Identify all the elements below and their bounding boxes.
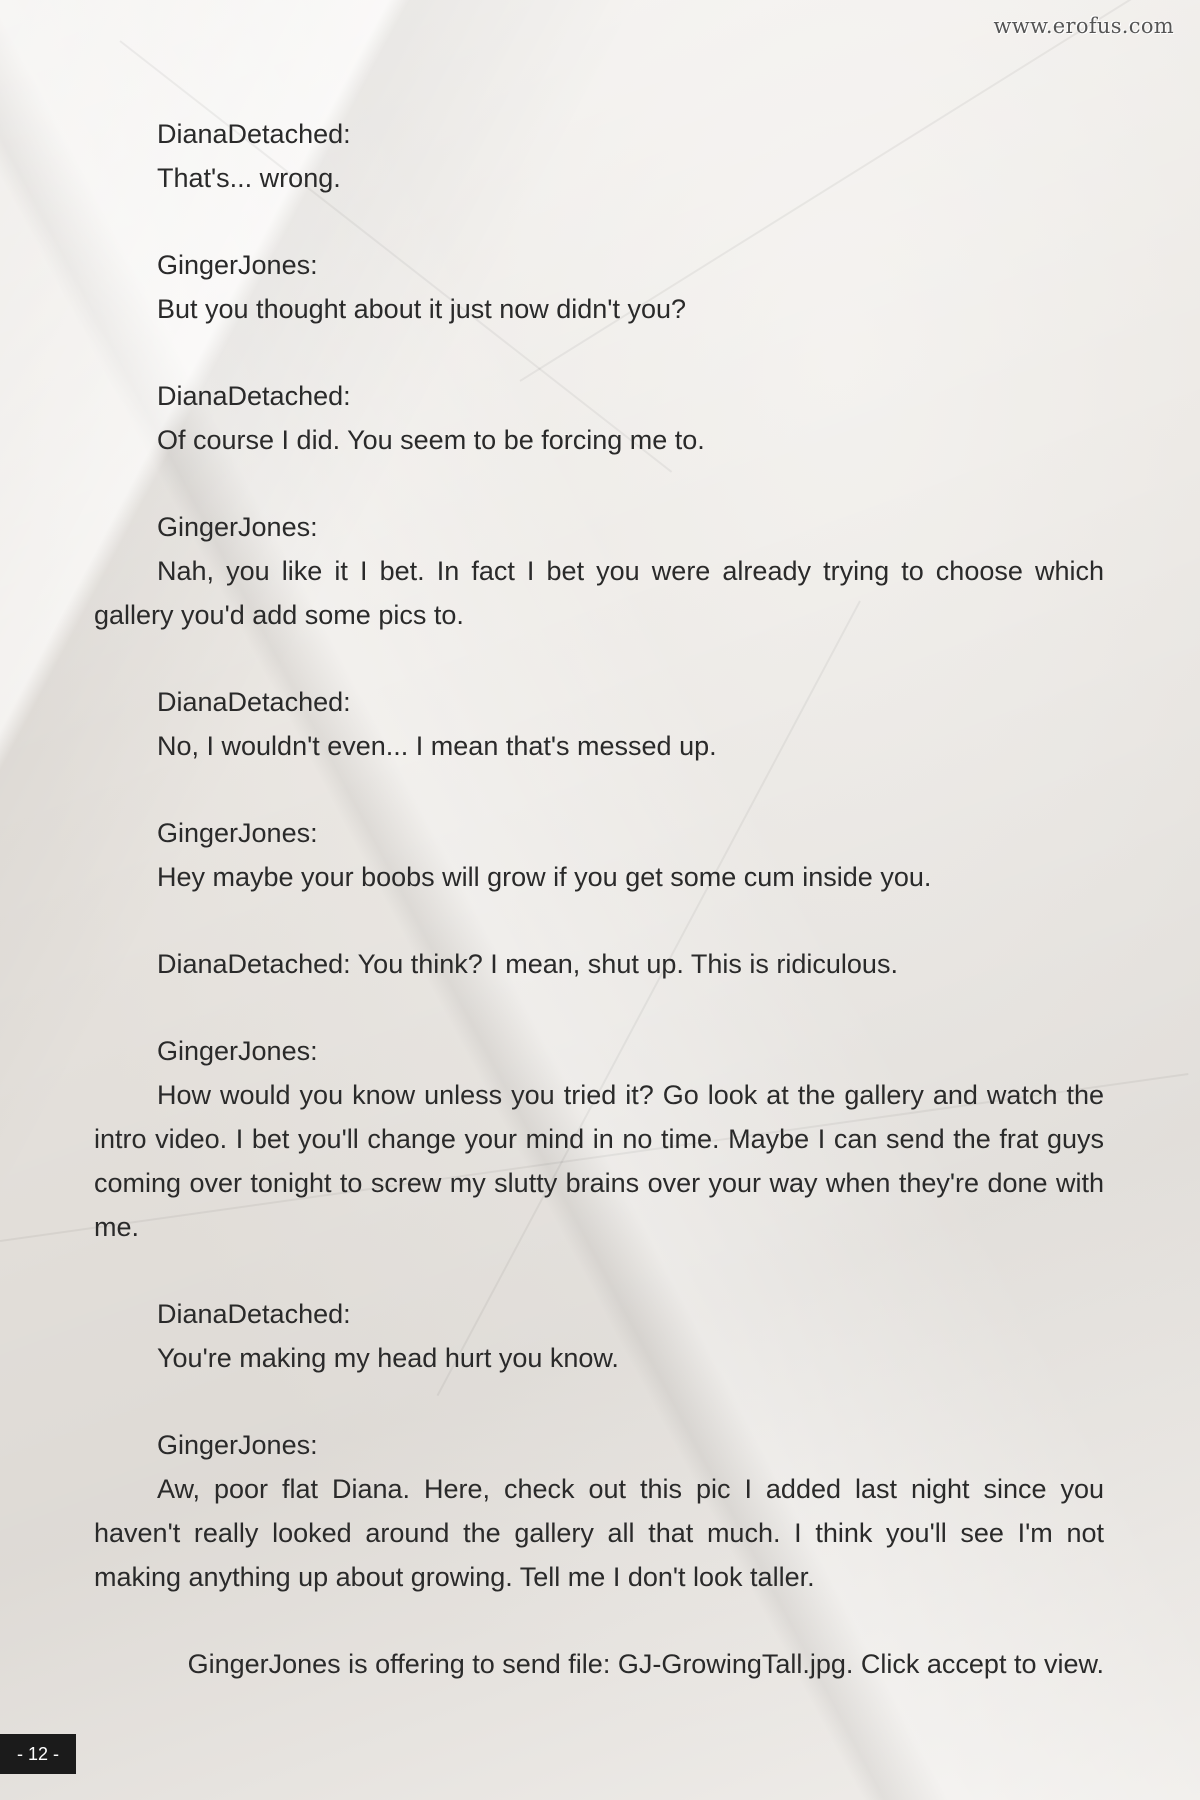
chat-entry (94, 942, 1104, 986)
chat-message: You're making my head hurt you know. (157, 1343, 619, 1373)
chat-message: Hey maybe your boobs will grow if you get some cum inside you. (157, 862, 932, 892)
chat-entry (94, 811, 1104, 899)
watermark-text: www.erofus.com (993, 14, 1174, 38)
file-offer-notice: GingerJones is offering to send file: GJ-GrowingTall.jpg. Click accept to view. (187, 1649, 1104, 1679)
speaker-name: DianaDetached: (157, 381, 351, 411)
chat-message: Of course I did. You seem to be forcing me to. (157, 425, 705, 455)
chat-entry (94, 374, 1104, 462)
chat-entry (94, 1292, 1104, 1380)
chat-entry (94, 1423, 1104, 1599)
chat-transcript (94, 112, 1104, 1686)
speaker-name: GingerJones: (157, 1036, 318, 1066)
speaker-name: GingerJones: (157, 250, 318, 280)
chat-entry (94, 243, 1104, 331)
chat-entry (94, 680, 1104, 768)
chat-entry (94, 505, 1104, 637)
speaker-name: DianaDetached: (157, 687, 351, 717)
speaker-name: GingerJones: (157, 1430, 318, 1460)
chat-message: No, I wouldn't even... I mean that's messed up. (157, 731, 717, 761)
chat-message: But you thought about it just now didn't you? (157, 294, 687, 324)
chat-message: Nah, you like it I bet. In fact I bet you were already trying to choose which gallery you'd add some pics to. (94, 556, 1104, 630)
speaker-name: DianaDetached: (157, 1299, 351, 1329)
chat-message: Aw, poor flat Diana. Here, check out this pic I added last night since you haven't really looked around the gallery all that much. I think you'll see I'm not making anything up about growing. Tell me I don't look taller. (94, 1474, 1104, 1592)
speaker-name: GingerJones: (157, 512, 318, 542)
chat-message-inline: DianaDetached: You think? I mean, shut up. This is ridiculous. (157, 949, 898, 979)
speaker-name: GingerJones: (157, 818, 318, 848)
speaker-name: DianaDetached: (157, 119, 351, 149)
chat-entry (94, 1029, 1104, 1249)
page-number: - 12 - (0, 1734, 76, 1774)
chat-message: How would you know unless you tried it? Go look at the gallery and watch the intro video. I bet you'll change your mind in no time. Maybe I can send the frat guys coming over tonight to screw my slutty brains over your way when they're done with me. (94, 1080, 1104, 1242)
chat-message: That's... wrong. (157, 163, 341, 193)
chat-entry (94, 112, 1104, 200)
